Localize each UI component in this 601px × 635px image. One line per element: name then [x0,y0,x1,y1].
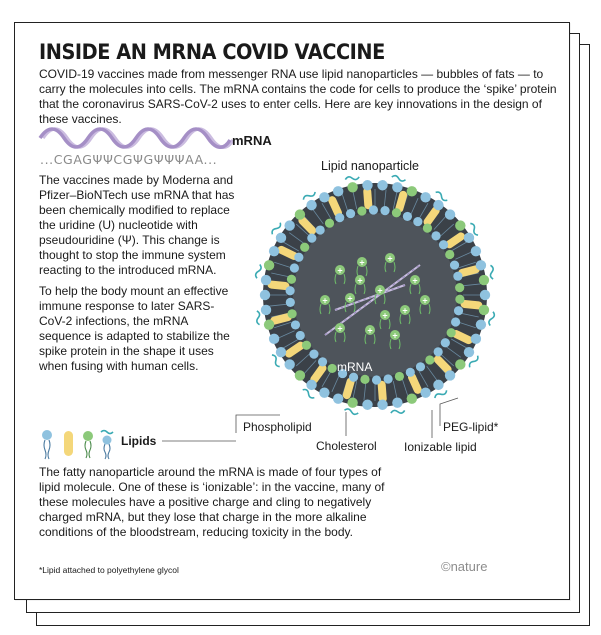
positive-charge-symbol: + [359,257,365,268]
nature-credit: ©nature [441,559,488,574]
positive-charge-symbol: + [377,285,383,296]
ionizable-lipid-icon [83,431,93,458]
lipids-label: Lipids [121,434,157,448]
positive-charge-symbol: + [412,275,418,286]
positive-charge-symbol: + [322,295,328,306]
positive-charge-symbol: + [337,323,343,334]
pseudouridine-paragraph: The vaccines made by Moderna and Pfizer–BioNTech use mRNA that has been chemically modified to replace the uridine (U) nucleotide with pseudouridine (Ψ). This change is thought to stop the immune system reacting to the introduced mRNA. [39,173,235,277]
cholesterol-label: Cholesterol [316,439,377,453]
positive-charge-symbol: + [337,265,343,276]
positive-charge-symbol: + [392,330,398,341]
intro-text: COVID-19 vaccines made from messenger RNA use lipid nanoparticles — bubbles of fats — to carry the molecules into cells. The mRNA contains the code for cells to produce the ‘spike’ protein that the coronavirus SARS-CoV-2 uses to enter cells. Here are key innovations in the design of these vaccines. [39,67,557,126]
peg-lipid-icon [101,431,113,460]
cholesterol-icon [64,431,73,456]
positive-charge-symbol: + [347,293,353,304]
footnote: *Lipid attached to polyethylene glycol [39,565,179,575]
positive-charge-symbol: + [387,253,393,264]
mrna-sequence: ...CGAGΨΨCGΨGΨΨΨAA... [40,152,218,167]
phospholipid-icon [42,430,52,459]
positive-charge-symbol: + [422,295,428,306]
lipids-legend-icons [40,428,120,460]
phospholipid-label: Phospholipid [243,420,312,434]
positive-charge-symbol: + [367,325,373,336]
positive-charge-symbol: + [382,310,388,321]
lipid-nanoparticle-title: Lipid nanoparticle [321,159,419,173]
positive-charge-symbol: + [402,305,408,316]
ionizable-lipid-label: Ionizable lipid [404,440,477,454]
peg-lipid-label: PEG-lipid* [443,420,499,434]
lipids-paragraph: The fatty nanoparticle around the mRNA is made of four types of lipid molecule. One of these is ‘ionizable’: in the vaccine, many of these molecules have a positive charge and cling to negatively charged mRNA, but they lose that charge in the more alkaline conditions of the bloodstream, reducing toxicity in the body. [39,465,385,539]
mrna-label: mRNA [232,133,272,148]
positive-charge-symbol: + [357,275,363,286]
page-title: INSIDE AN MRNA COVID VACCINE [39,40,385,64]
spike-stabilization-paragraph: To help the body mount an effective immune response to later SARS-CoV-2 infections, the mRNA sequence is adapted to stabilize the spike protein in the shape it uses when fusing with human cells. [39,284,230,373]
core-mrna-label: mRNA [337,360,373,374]
